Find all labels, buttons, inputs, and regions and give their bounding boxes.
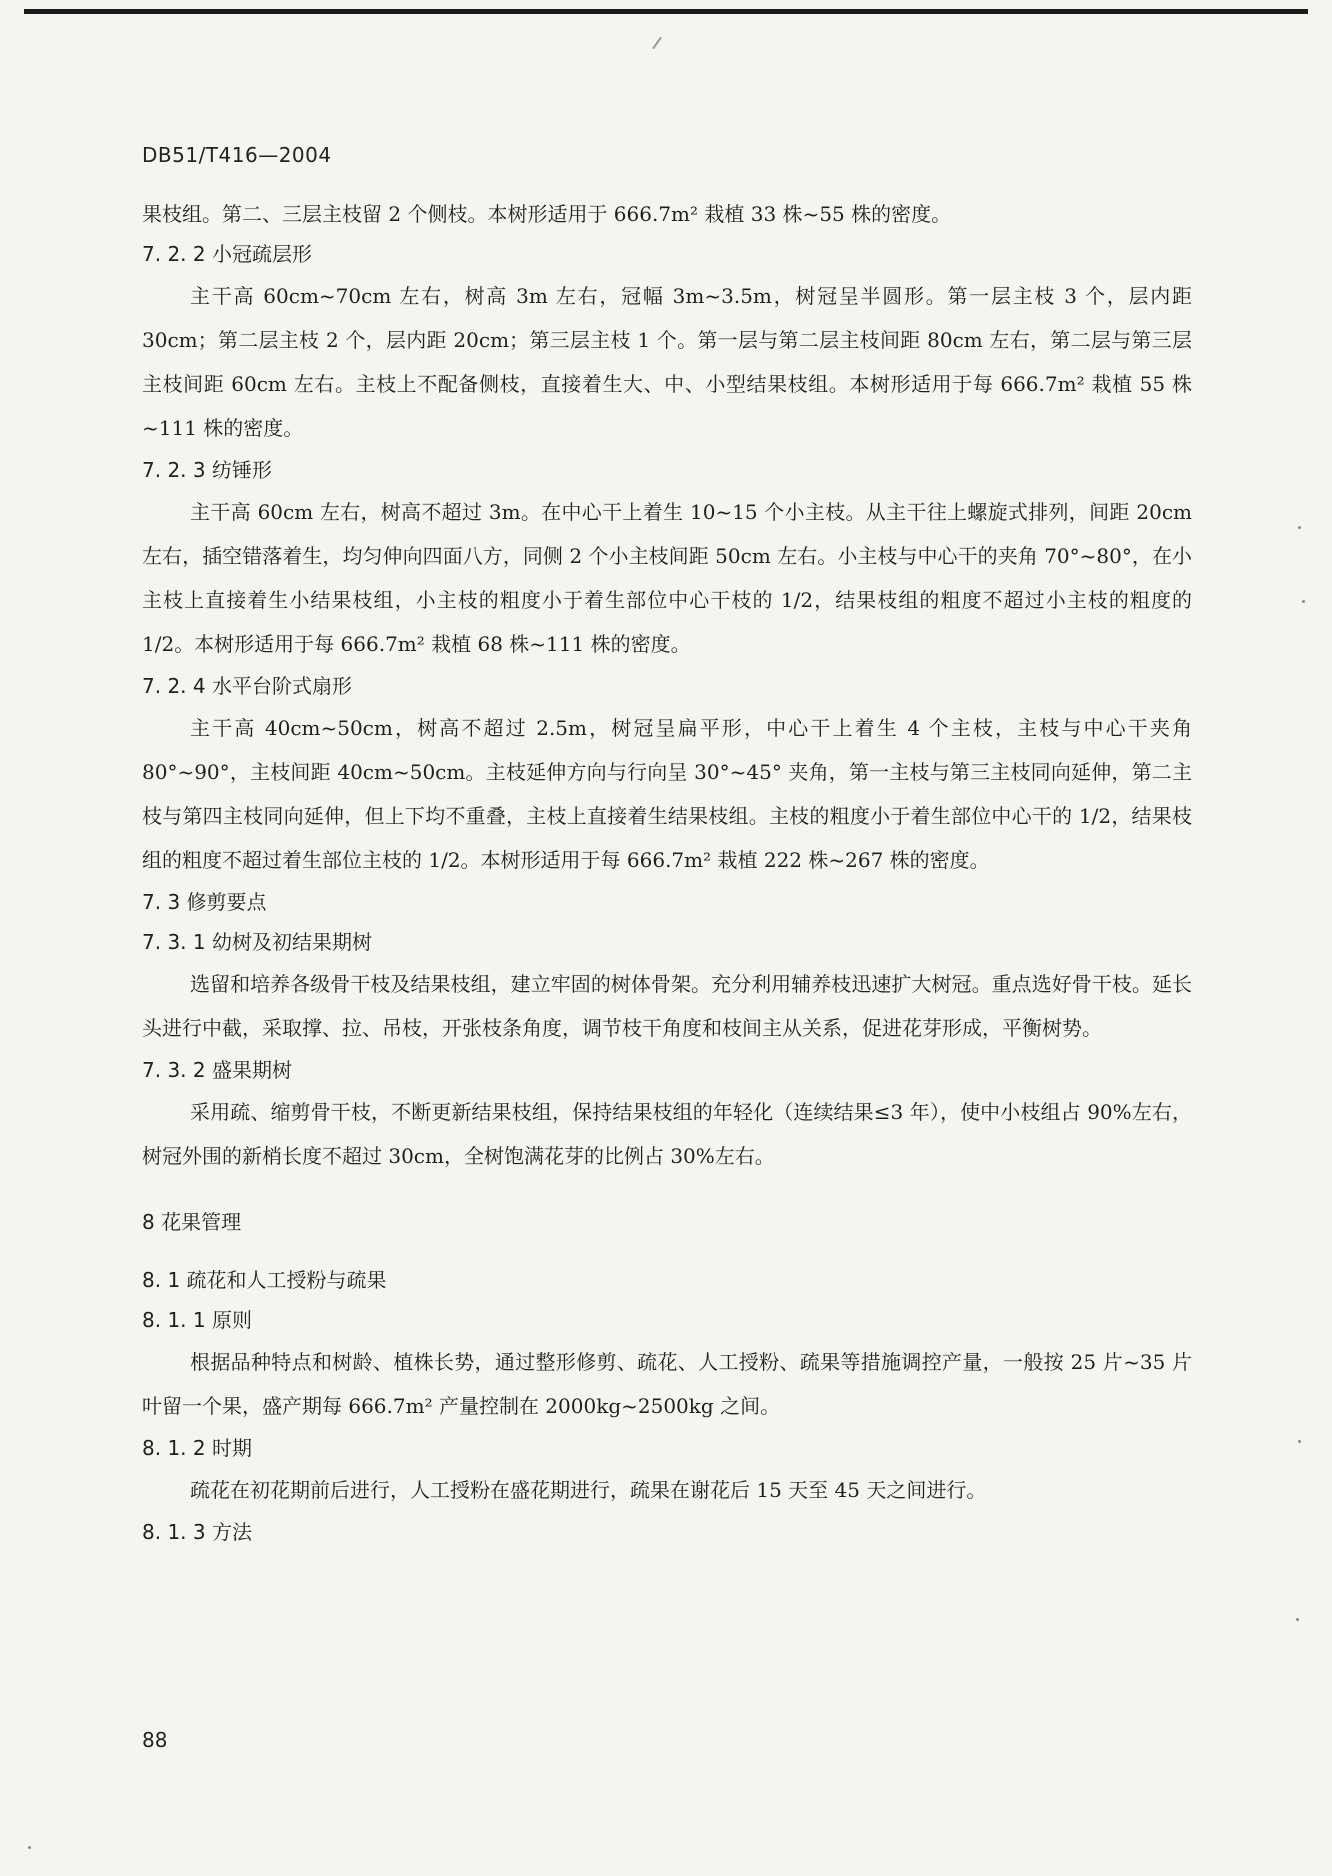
- section-8-1-3-title: 8. 1. 3 方法: [142, 1520, 252, 1544]
- scan-speck: [1298, 526, 1301, 529]
- section-7-2-2-text: 主干高 60cm~70cm 左右，树高 3m 左右，冠幅 3m~3.5m，树冠呈半圆形。第一层主枝 3 个，层内距 30cm；第二层主枝 2 个，层内距 20cm；第三层主枝 1 个。第一层与第二层主枝间距 80cm 左右，第二层与第三层主枝间距 60cm 左右。主枝上不配备侧枝，直接着生大、中、小型结果枝组。本树形适用于每 666.7m² 栽植 55 株~111 株的密度。: [142, 284, 1192, 440]
- spacer: [142, 1242, 1192, 1260]
- scan-speck: [28, 1846, 31, 1849]
- section-8-1-2-text: 疏花在初花期前后进行，人工授粉在盛花期进行，疏果在谢花后 15 天至 45 天之间进行。: [190, 1478, 987, 1502]
- section-7-3-1-text: 选留和培养各级骨干枝及结果枝组，建立牢固的树体骨架。充分利用辅养枝迅速扩大树冠。重点选好骨干枝。延长头进行中截，采取撑、拉、吊枝，开张枝条角度，调节枝干角度和枝间主从关系，促进花芽形成，平衡树势。: [142, 972, 1192, 1040]
- section-8-1-title: 8. 1 疏花和人工授粉与疏果: [142, 1268, 387, 1292]
- section-7-2-4-text: 主干高 40cm~50cm，树高不超过 2.5m，树冠呈扁平形，中心干上着生 4 个主枝，主枝与中心干夹角 80°~90°，主枝间距 40cm~50cm。主枝延伸方向与行向呈 30°~45° 夹角，第一主枝与第三主枝同向延伸，第二主枝与第四主枝同向延伸，但上下均不重叠，主枝上直接着生结果枝组。主枝的粗度小于着生部位中心干的 1/2，结果枝组的粗度不超过着生部位主枝的 1/2。本树形适用于每 666.7m² 栽植 222 株~267 株的密度。: [142, 716, 1192, 872]
- section-7-3-1-title: 7. 3. 1 幼树及初结果期树: [142, 930, 372, 954]
- continued-paragraph: 果枝组。第二、三层主枝留 2 个侧枝。本树形适用于 666.7m² 栽植 33 株~55 株的密度。: [142, 202, 952, 226]
- section-7-2-3-text: 主干高 60cm 左右，树高不超过 3m。在中心干上着生 10~15 个小主枝。从主干往上螺旋式排列，间距 20cm 左右，插空错落着生，均匀伸向四面八方，同侧 2 个小主枝间距 50cm 左右。小主枝与中心干的夹角 70°~80°，在小主枝上直接着生小结果枝组，小主枝的粗度小于着生部位中心干枝的 1/2，结果枝组的粗度不超过小主枝的粗度的 1/2。本树形适用于每 666.7m² 栽植 68 株~111 株的密度。: [142, 500, 1192, 656]
- section-7-2-2-title: 7. 2. 2 小冠疏层形: [142, 242, 312, 266]
- document-body: [142, 194, 1192, 1552]
- section-8-1-1-text: 根据品种特点和树龄、植株长势，通过整形修剪、疏花、人工授粉、疏果等措施调控产量，一般按 25 片~35 片叶留一个果，盛产期每 666.7m² 产量控制在 2000kg~2500kg 之间。: [142, 1350, 1192, 1418]
- section-8-title: 8 花果管理: [142, 1210, 242, 1234]
- section-8-1-1-title: 8. 1. 1 原则: [142, 1308, 252, 1332]
- spacer: [142, 1178, 1192, 1202]
- section-7-2-4-title: 7. 2. 4 水平台阶式扇形: [142, 674, 352, 698]
- scan-mark: [652, 37, 662, 50]
- section-7-3-title: 7. 3 修剪要点: [142, 890, 267, 914]
- page-number: 88: [142, 1728, 168, 1752]
- section-7-2-3-title: 7. 2. 3 纺锤形: [142, 458, 272, 482]
- scan-speck: [1302, 600, 1305, 603]
- section-8-1-2-title: 8. 1. 2 时期: [142, 1436, 252, 1460]
- top-rule: [24, 9, 1308, 14]
- section-7-3-2-title: 7. 3. 2 盛果期树: [142, 1058, 292, 1082]
- section-7-3-2-text: 采用疏、缩剪骨干枝，不断更新结果枝组，保持结果枝组的年轻化（连续结果≤3 年），使中小枝组占 90%左右，树冠外围的新梢长度不超过 30cm，全树饱满花芽的比例占 30%左右。: [142, 1100, 1192, 1168]
- standard-code: DB51/T416—2004: [142, 143, 332, 167]
- scan-speck: [1296, 1618, 1299, 1621]
- scan-speck: [1298, 1440, 1301, 1443]
